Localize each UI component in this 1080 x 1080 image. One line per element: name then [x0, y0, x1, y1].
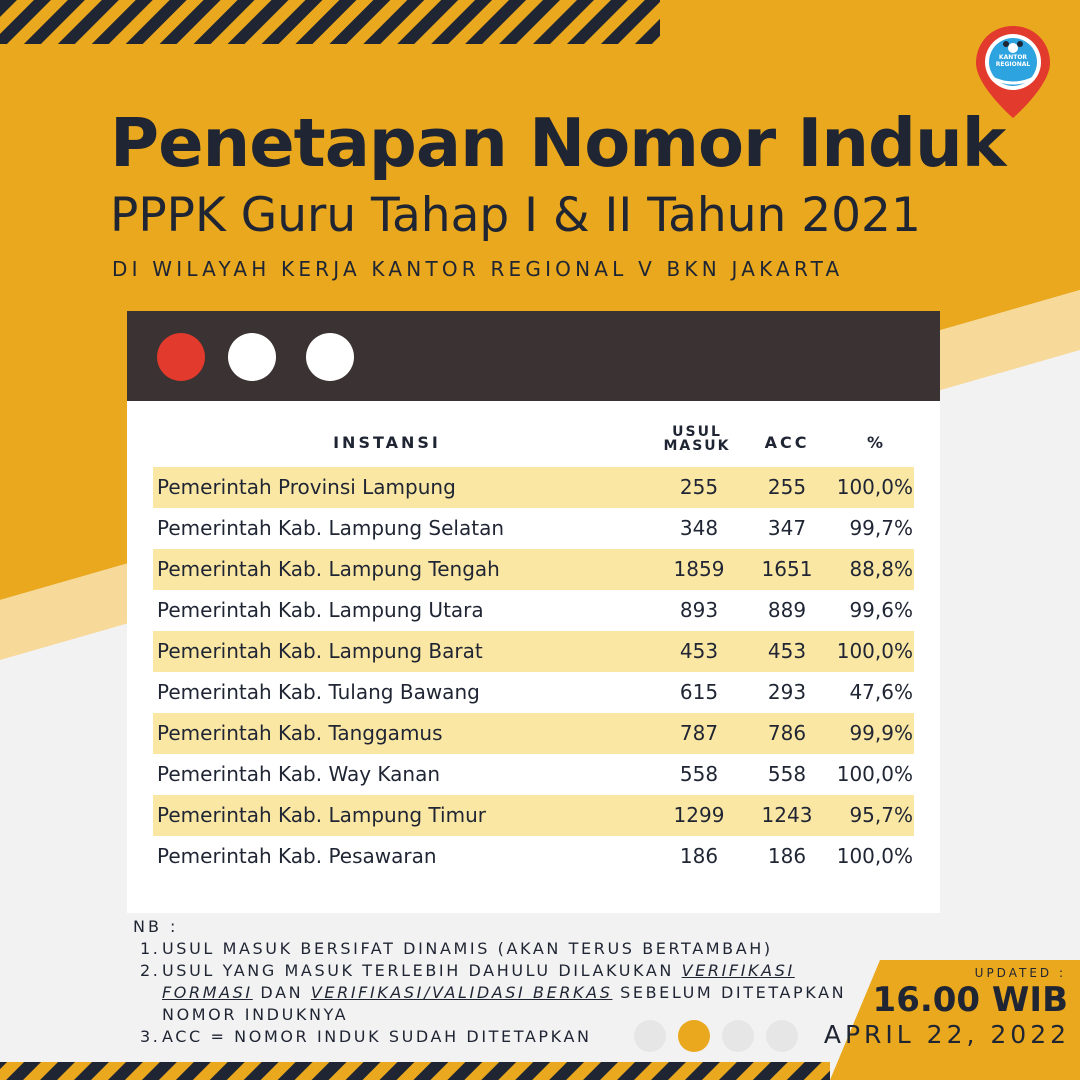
updated-time: 16.00 WIB [872, 980, 1068, 1020]
note-text: USUL MASUK BERSIFAT DINAMIS (AKAN TERUS BERTAMBAH) [162, 939, 773, 958]
table-header [127, 417, 940, 467]
table-body [153, 467, 914, 877]
header-percent: % [866, 433, 884, 452]
logo-text-line1: KANTOR [998, 54, 1028, 61]
cell-acc: 1651 [761, 557, 813, 581]
table-row [153, 836, 914, 877]
note-text: SEBELUM DITETAPKAN NOMOR INDUKNYA [162, 983, 847, 1024]
note-text: DAN [252, 983, 311, 1002]
cell-percent: 99,7% [849, 516, 913, 540]
header-usul-masuk [647, 425, 747, 453]
header-instansi: INSTANSI [333, 433, 441, 452]
page-subtitle: DI WILAYAH KERJA KANTOR REGIONAL V BKN JAKARTA [112, 257, 844, 281]
cell-acc: 786 [767, 721, 807, 745]
cell-instansi: Pemerintah Kab. Tanggamus [157, 721, 443, 745]
cell-acc: 186 [767, 844, 807, 868]
table-window [127, 311, 940, 913]
cell-instansi: Pemerintah Kab. Tulang Bawang [157, 680, 480, 704]
cell-percent: 99,6% [849, 598, 913, 622]
verifikasi-formasi-link[interactable]: VERIFIKASI FORMASI [162, 961, 795, 1002]
cell-percent: 47,6% [849, 680, 913, 704]
cell-percent: 100,0% [836, 475, 913, 499]
cell-usul: 615 [679, 680, 719, 704]
cell-acc: 1243 [761, 803, 813, 827]
table-row [153, 754, 914, 795]
table-row [153, 549, 914, 590]
minimize-dot-icon [228, 333, 276, 381]
close-dot-icon [157, 333, 205, 381]
cell-usul: 255 [679, 475, 719, 499]
cell-usul: 787 [679, 721, 719, 745]
cell-instansi: Pemerintah Provinsi Lampung [157, 475, 456, 499]
page-title-line2: PPPK Guru Tahap I & II Tahun 2021 [110, 188, 921, 243]
cell-percent: 100,0% [836, 844, 913, 868]
cell-usul: 186 [679, 844, 719, 868]
logo-text [988, 54, 1038, 68]
table-row [153, 508, 914, 549]
cell-acc: 347 [767, 516, 807, 540]
table-row [153, 672, 914, 713]
cell-usul: 1299 [673, 803, 725, 827]
cell-percent: 100,0% [836, 639, 913, 663]
note-text: USUL YANG MASUK TERLEBIH DAHULU DILAKUKAN [162, 961, 682, 980]
cell-acc: 889 [767, 598, 807, 622]
cell-instansi: Pemerintah Kab. Lampung Tengah [157, 557, 500, 581]
cell-instansi: Pemerintah Kab. Lampung Timur [157, 803, 486, 827]
table-row [153, 713, 914, 754]
page-dot[interactable] [722, 1020, 754, 1052]
cell-instansi: Pemerintah Kab. Lampung Utara [157, 598, 484, 622]
window-titlebar [127, 311, 940, 401]
header-usul-line1: USUL [672, 424, 722, 440]
cell-acc: 453 [767, 639, 807, 663]
note-item [140, 960, 860, 1026]
cell-instansi: Pemerintah Kab. Pesawaran [157, 844, 437, 868]
cell-acc: 293 [767, 680, 807, 704]
updated-date: APRIL 22, 2022 [823, 1020, 1070, 1049]
note-number: 3. [140, 1027, 161, 1046]
note-number: 1. [140, 939, 161, 958]
cell-percent: 100,0% [836, 762, 913, 786]
table-row [153, 467, 914, 508]
header-usul-line2: MASUK [663, 438, 731, 454]
page-dot[interactable] [634, 1020, 666, 1052]
cell-acc: 255 [767, 475, 807, 499]
cell-usul: 1859 [673, 557, 725, 581]
cell-usul: 558 [679, 762, 719, 786]
cell-instansi: Pemerintah Kab. Way Kanan [157, 762, 441, 786]
note-text: ACC = NOMOR INDUK SUDAH DITETAPKAN [162, 1027, 592, 1046]
logo-text-line2: REGIONAL [995, 61, 1031, 68]
note-item [140, 938, 860, 960]
verifikasi-validasi-berkas-link[interactable]: VERIFIKASI/VALIDASI BERKAS [310, 983, 613, 1002]
cell-usul: 893 [679, 598, 719, 622]
updated-label: UPDATED : [974, 966, 1066, 980]
cell-instansi: Pemerintah Kab. Lampung Barat [157, 639, 483, 663]
cell-percent: 99,9% [849, 721, 913, 745]
cell-acc: 558 [767, 762, 807, 786]
cell-instansi: Pemerintah Kab. Lampung Selatan [157, 516, 505, 540]
note-number: 2. [140, 961, 161, 980]
cell-usul: 453 [679, 639, 719, 663]
cell-usul: 348 [679, 516, 719, 540]
table-row [153, 631, 914, 672]
page-title: Penetapan Nomor Induk [110, 104, 1006, 182]
page-dot[interactable] [766, 1020, 798, 1052]
table-row [153, 795, 914, 836]
header-acc: ACC [764, 433, 810, 452]
maximize-dot-icon [306, 333, 354, 381]
cell-percent: 88,8% [849, 557, 913, 581]
cell-percent: 95,7% [849, 803, 913, 827]
table-row [153, 590, 914, 631]
notes-label: NB : [133, 917, 179, 936]
page-dot-active[interactable] [678, 1020, 710, 1052]
